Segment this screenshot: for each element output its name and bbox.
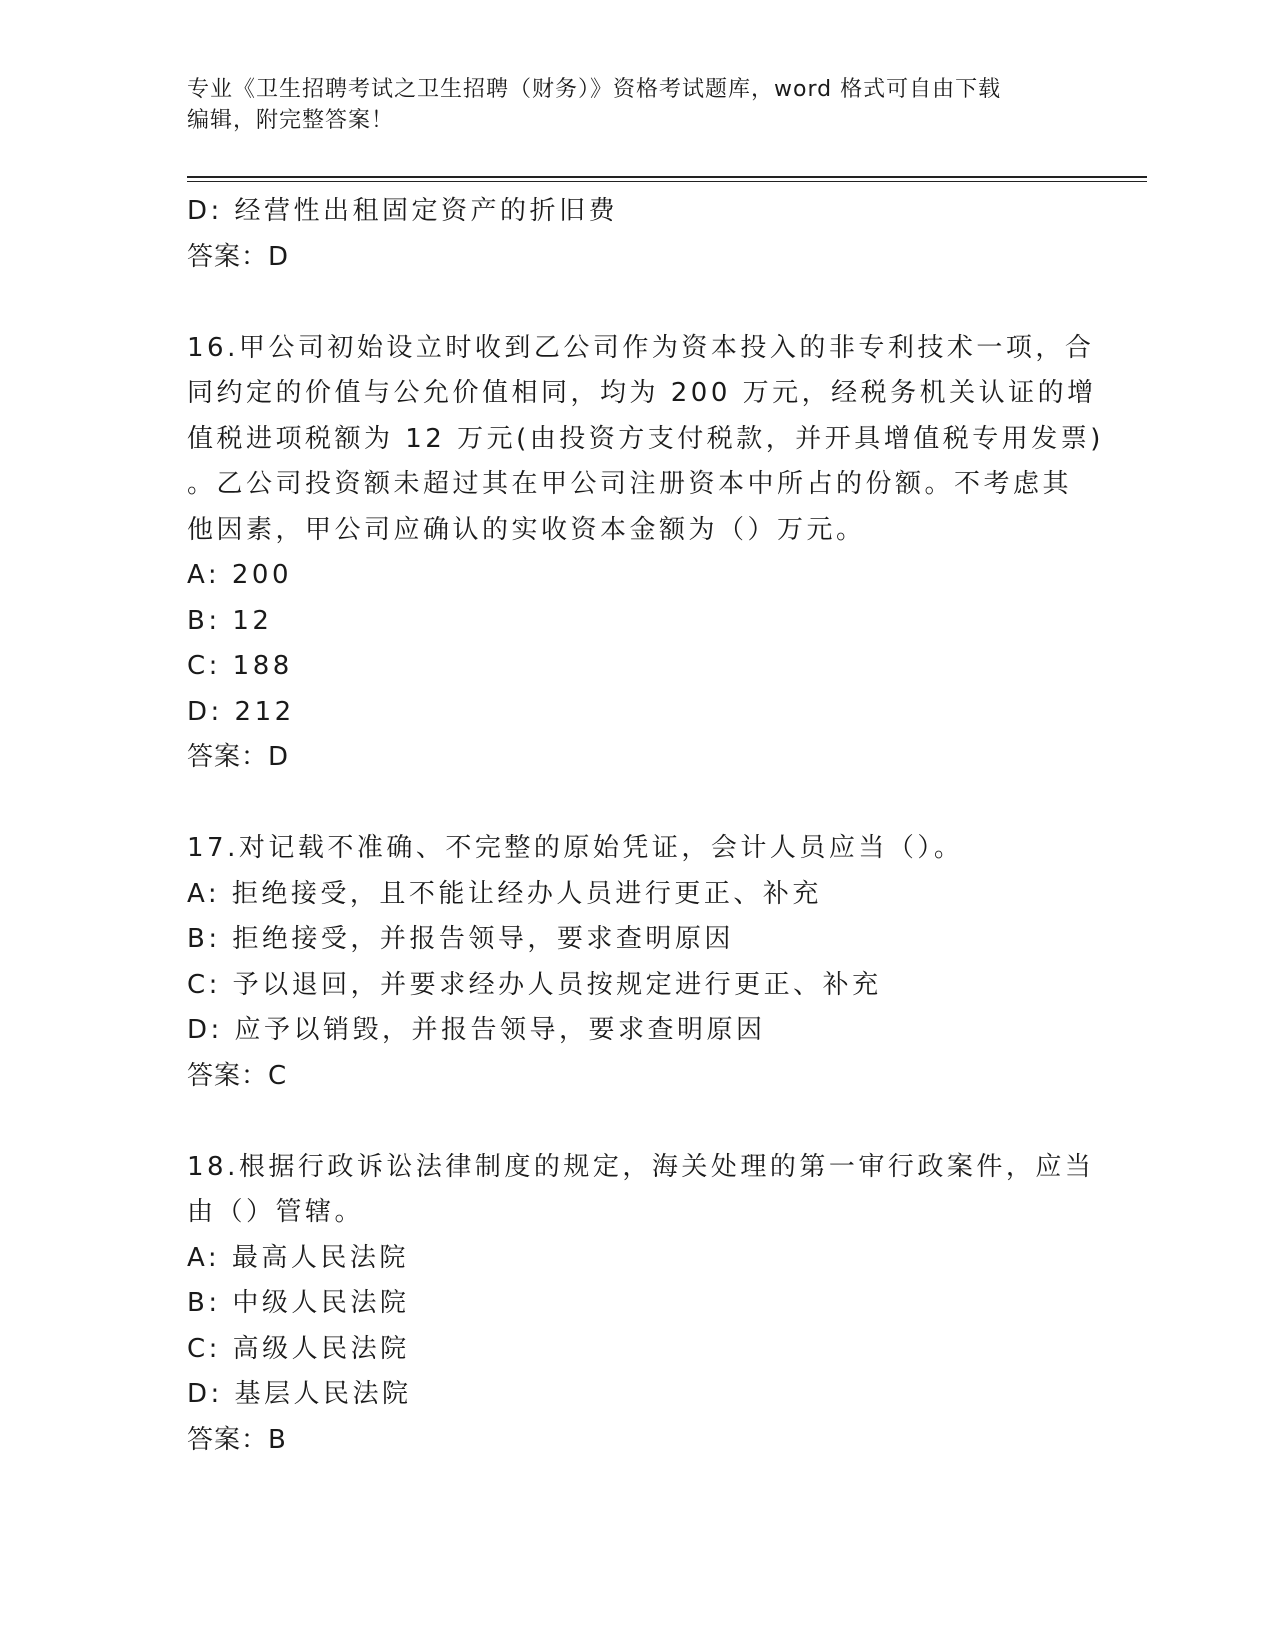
spacer (187, 781, 1087, 827)
question-17 (187, 826, 1087, 1099)
question-text-line: 。乙公司投资额未超过其在甲公司注册资本中所占的份额。不考虑其 (187, 469, 1073, 499)
spacer (187, 280, 1087, 326)
option-d: D: 212 (187, 696, 295, 727)
option-a: A: 拒绝接受，且不能让经办人员进行更正、补充 (187, 878, 822, 909)
header-line-2: 编辑，附完整答案！ (187, 108, 395, 133)
spacer (187, 1099, 1087, 1145)
question-text-line: 17.对记载不准确、不完整的原始凭证，会计人员应当（）。 (187, 833, 964, 863)
answer-line: 答案：C (187, 1060, 288, 1091)
question-content (187, 189, 1104, 1463)
option-a: A: 200 (187, 560, 292, 590)
question-text-line: 由（）管辖。 (187, 1197, 365, 1227)
option-c: C: 188 (187, 651, 293, 681)
header-divider-thin (187, 181, 1147, 182)
document-header (187, 74, 1087, 136)
option-d: D: 基层人民法院 (187, 1379, 412, 1409)
question-text-line: 16.甲公司初始设立时收到乙公司作为资本投入的非专利技术一项，合 (187, 332, 1095, 363)
option-d: D: 应予以销毁，并报告领导，要求查明原因 (187, 1015, 766, 1045)
question-text-line: 18.根据行政诉讼法律制度的规定，海关处理的第一审行政案件，应当 (187, 1151, 1095, 1182)
option-b: B: 拒绝接受，并报告领导，要求查明原因 (187, 924, 734, 954)
question-text-line: 同约定的价值与公允价值相同，均为 200 万元，经税务机关认证的增 (187, 378, 1097, 408)
option-b: B: 中级人民法院 (187, 1288, 410, 1318)
question-text-line: 他因素，甲公司应确认的实收资本金额为（）万元。 (187, 514, 866, 545)
option-c: C: 高级人民法院 (187, 1333, 410, 1364)
option-d: D: 经营性出租固定资产的折旧费 (187, 196, 619, 226)
answer-line: 答案：B (187, 1424, 287, 1455)
header-line-1: 专业《卫生招聘考试之卫生招聘（财务）》资格考试题库，word 格式可自由下载 (187, 77, 1002, 102)
option-b: B: 12 (187, 605, 273, 636)
option-a: A: 最高人民法院 (187, 1242, 409, 1273)
document-page (187, 0, 1147, 1650)
previous-question-tail (187, 189, 1087, 280)
question-16 (187, 326, 1104, 781)
question-text-line: 值税进项税额为 12 万元(由投资方支付税款，并开具增值税专用发票) (187, 423, 1104, 454)
option-c: C: 予以退回，并要求经办人员按规定进行更正、补充 (187, 969, 882, 1000)
header-divider-thick (187, 176, 1147, 178)
answer-line: 答案：D (187, 742, 290, 772)
answer-line: 答案：D (187, 241, 290, 272)
question-18 (187, 1145, 1095, 1464)
